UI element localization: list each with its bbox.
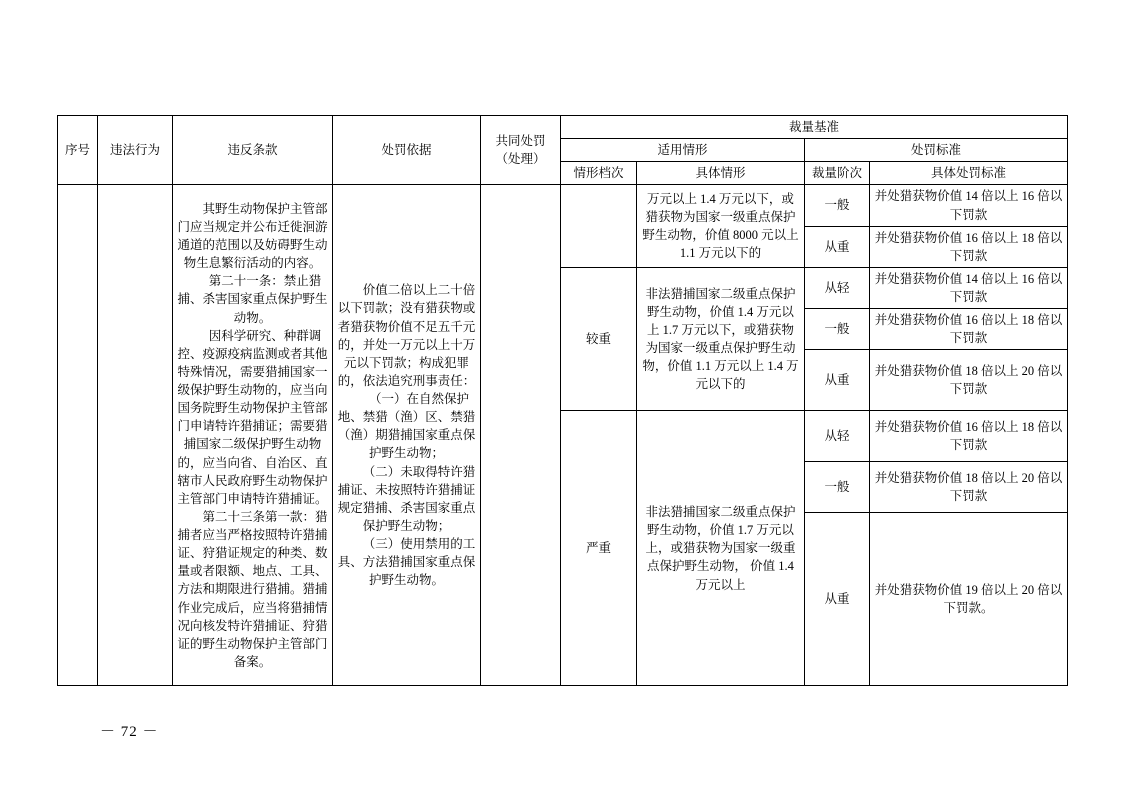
cell-penalty-standard: 并处猎获物价值 16 倍以上 18 倍以下罚款 <box>870 309 1068 350</box>
cell-situation-level-2: 较重 <box>561 267 637 411</box>
cell-violation <box>98 185 173 686</box>
header-joint-penalty-line1: 共同处罚 <box>495 134 546 149</box>
cell-specific-situation-2: 非法猎捕国家二级重点保护野生动物，价值 1.4 万元以上 1.7 万元以下，或猎获物为国家一级重点保护野生动物，价值 1.1 万元以上 1.4 万元以下的 <box>637 267 805 411</box>
cell-penalty-standard: 并处猎获物价值 18 倍以上 20 倍以下罚款 <box>870 350 1068 411</box>
cell-specific-situation-1: 万元以上 1.4 万元以下，或猎获物为国家一级重点保护野生动物，价值 8000 元以上 1.1 万元以下的 <box>637 185 805 268</box>
cell-clause: 其野生动物保护主管部门应当规定并公布迁徙洄游通道的范围以及妨碍野生动物生息繁衍活动的内容。 第二十一条：禁止猎捕、杀害国家重点保护野生动物。 因科学研究、种群调控、疫源疫病监测或者其他特殊情况，需要猎捕国家一级保护野生动物的，应当向国务院野生动物保护主管部门申请特许猎捕证；需要猎捕国家二级保护野生动物的，应当向省、自治区、直辖市人民政府野生动物保护主管部门申请特许猎捕证。 第二十三条第一款：猎捕者应当严格按照特许猎捕证、狩猎证规定的种类、数量或者限额、地点、工具、方法和期限进行猎捕。猎捕作业完成后，应当将猎捕情况向核发特许猎捕证、狩猎证的野生动物保护主管部门备案。 <box>173 185 333 686</box>
cell-discretion-level: 从重 <box>805 350 870 411</box>
cell-discretion-level: 一般 <box>805 309 870 350</box>
header-basis: 处罚依据 <box>333 116 481 185</box>
header-specific-situation: 具体情形 <box>637 162 805 185</box>
cell-situation-level-3: 严重 <box>561 411 637 686</box>
cell-specific-situation-3: 非法猎捕国家二级重点保护野生动物，价值 1.7 万元以上，或猎获物为国家一级重点保护野生动物， 价值 1.4 万元以上 <box>637 411 805 686</box>
cell-penalty-standard: 并处猎获物价值 14 倍以上 16 倍以下罚款 <box>870 185 1068 226</box>
header-joint-penalty-line2: （处理） <box>495 152 546 167</box>
header-discretion-level: 裁量阶次 <box>805 162 870 185</box>
header-joint-penalty <box>481 116 561 185</box>
cell-discretion-level: 一般 <box>805 462 870 513</box>
cell-discretion-level: 从重 <box>805 226 870 267</box>
header-seq: 序号 <box>58 116 98 185</box>
table-row <box>58 185 1068 226</box>
penalty-discretion-table <box>57 115 1068 686</box>
header-applicable-situation: 适用情形 <box>561 139 805 162</box>
header-violation: 违法行为 <box>98 116 173 185</box>
header-penalty-standard: 处罚标准 <box>805 139 1068 162</box>
header-specific-penalty-standard: 具体处罚标准 <box>870 162 1068 185</box>
cell-basis: 价值二倍以上二十倍以下罚款；没有猎获物或者猎获物价值不足五千元的，并处一万元以上十万元以下罚款；构成犯罪的，依法追究刑事责任： （一）在自然保护地、禁猎（渔）区、禁猎（渔）期猎捕国家重点保护野生动物； （二）未取得特许猎捕证、未按照特许猎捕证规定猎捕、杀害国家重点保护野生动物； （三）使用禁用的工具、方法猎捕国家重点保护野生动物。 <box>333 185 481 686</box>
cell-discretion-level: 从重 <box>805 513 870 686</box>
table-header-row-1 <box>58 116 1068 139</box>
cell-situation-level-1 <box>561 185 637 268</box>
cell-seq <box>58 185 98 686</box>
cell-discretion-level: 从轻 <box>805 411 870 462</box>
cell-penalty-standard: 并处猎获物价值 16 倍以上 18 倍以下罚款 <box>870 226 1068 267</box>
cell-discretion-level: 一般 <box>805 185 870 226</box>
cell-discretion-level: 从轻 <box>805 267 870 308</box>
cell-penalty-standard: 并处猎获物价值 18 倍以上 20 倍以下罚款 <box>870 462 1068 513</box>
cell-penalty-standard: 并处猎获物价值 19 倍以上 20 倍以下罚款。 <box>870 513 1068 686</box>
page-number: － 72 － <box>100 724 159 740</box>
cell-penalty-standard: 并处猎获物价值 16 倍以上 18 倍以下罚款 <box>870 411 1068 462</box>
cell-joint-penalty <box>481 185 561 686</box>
header-clause: 违反条款 <box>173 116 333 185</box>
cell-penalty-standard: 并处猎获物价值 14 倍以上 16 倍以下罚款 <box>870 267 1068 308</box>
header-situation-level: 情形档次 <box>561 162 637 185</box>
header-discretion-base: 裁量基准 <box>561 116 1068 139</box>
